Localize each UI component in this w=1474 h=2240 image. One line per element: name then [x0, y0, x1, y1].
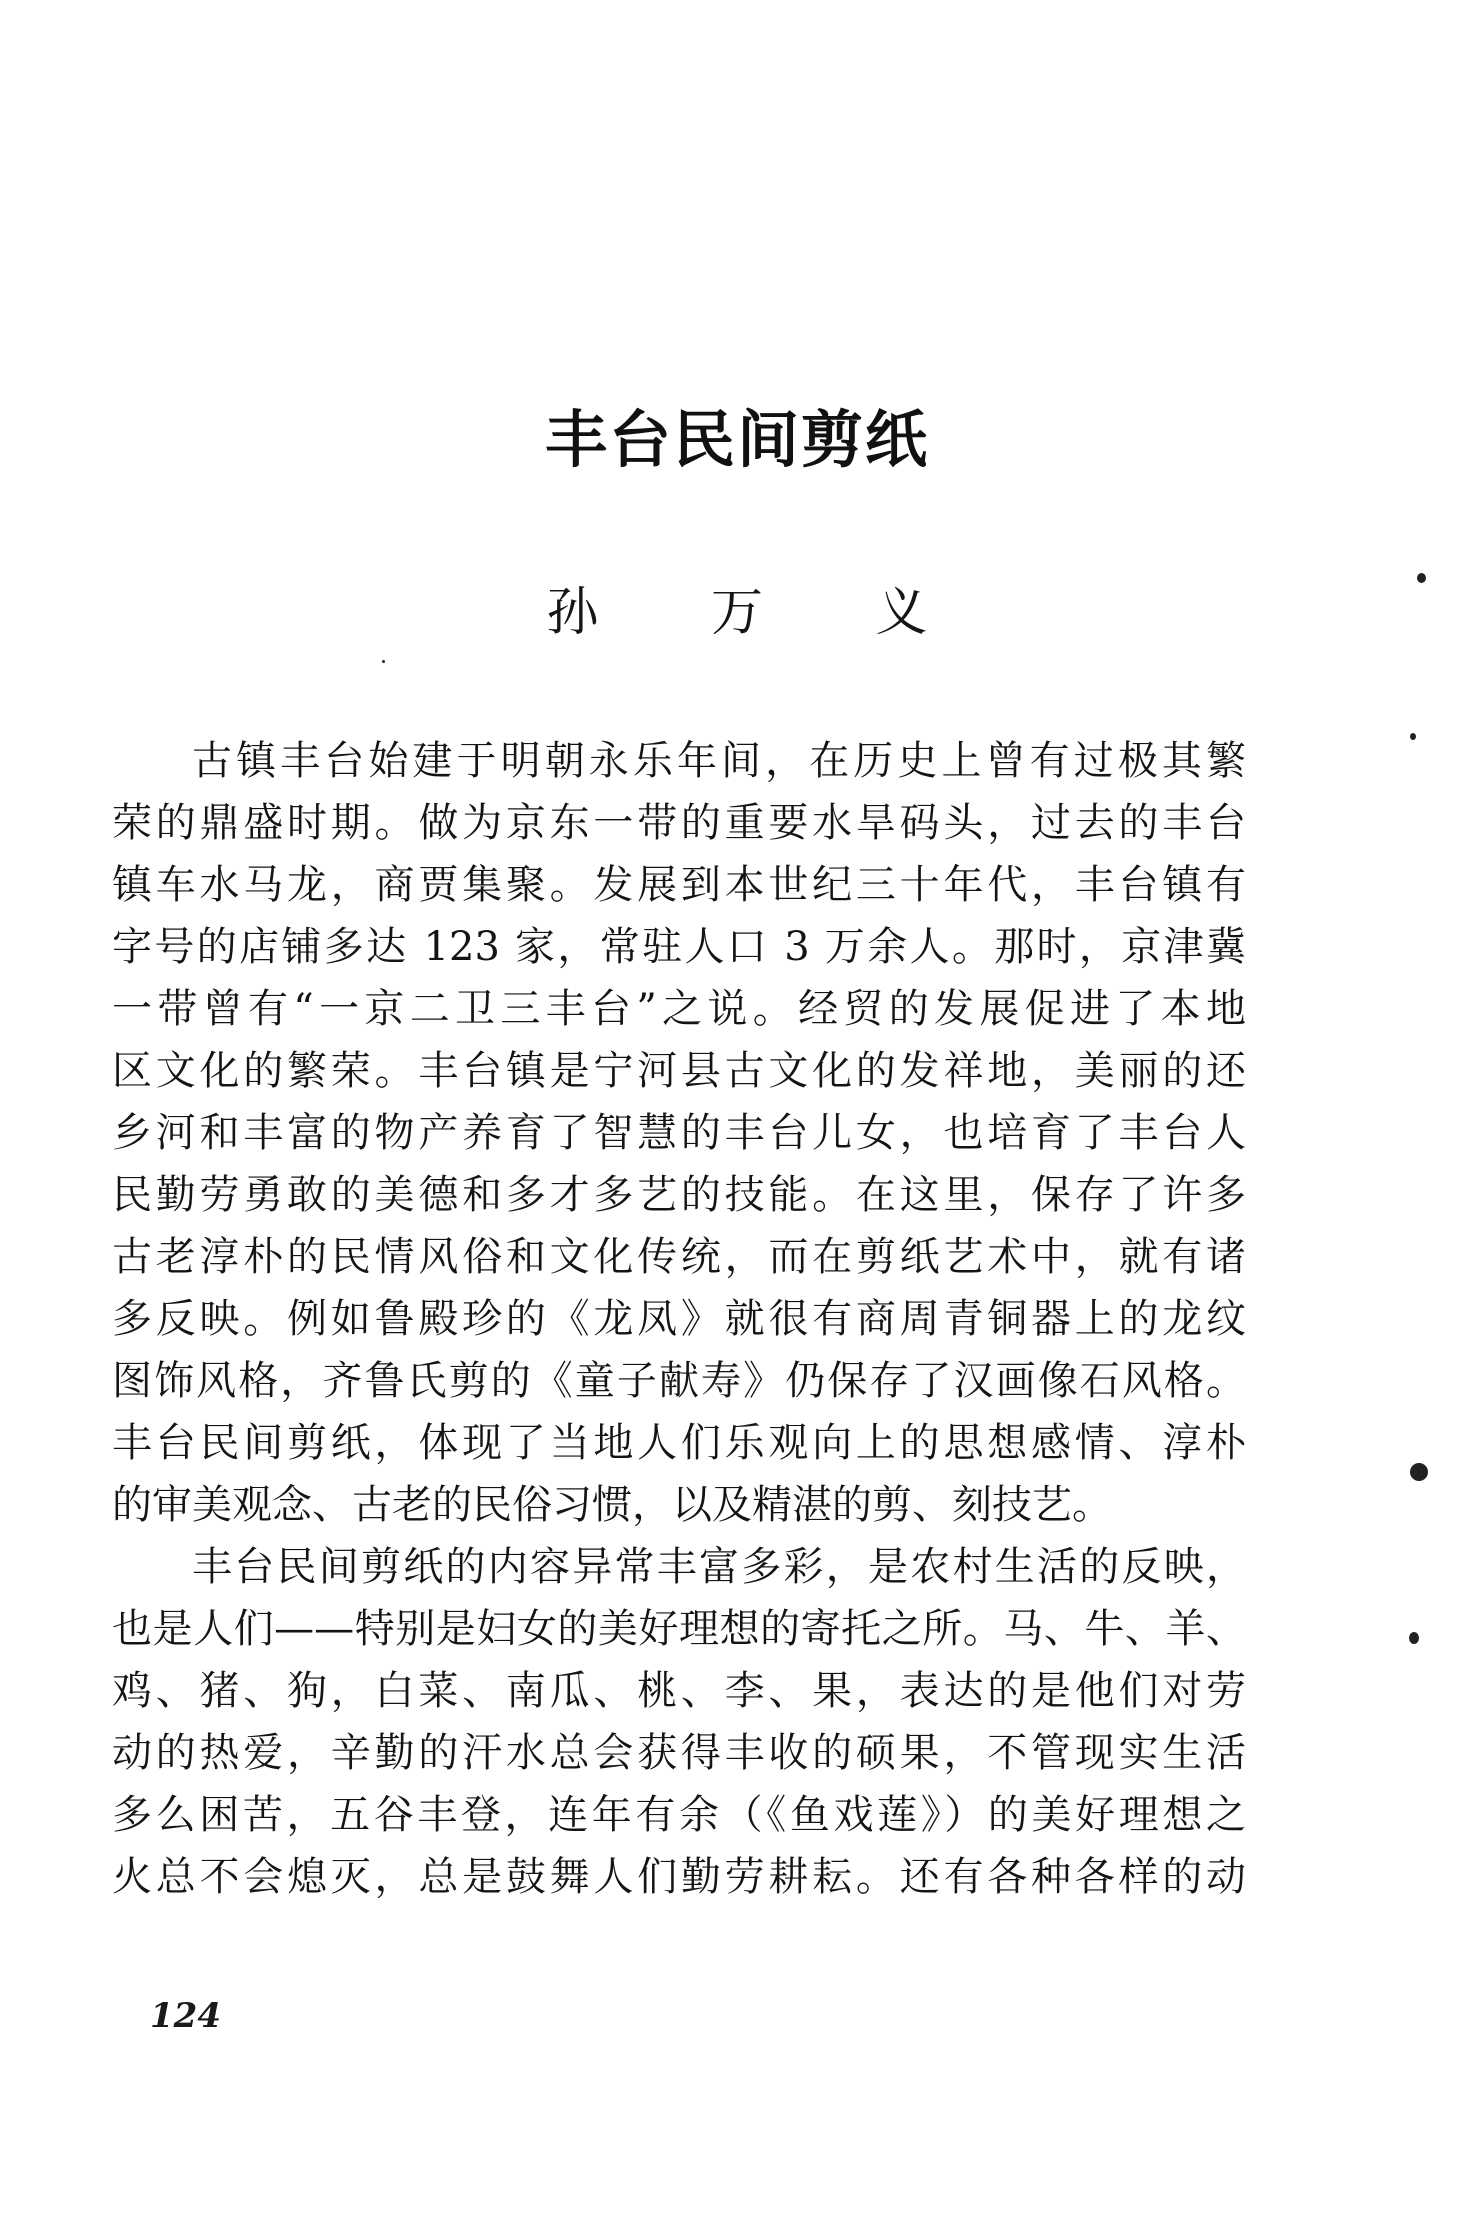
scan-speck [382, 660, 385, 663]
text-line: 的审美观念、古老的民俗习惯，以及精湛的剪、刻技艺。 [112, 1482, 1112, 1528]
text-line: 多反映。例如鲁殿珍的《龙凤》就很有商周青铜器上的龙纹 [112, 1296, 1246, 1342]
text-line: 乡河和丰富的物产养育了智慧的丰台儿女，也培育了丰台人 [112, 1110, 1246, 1156]
text-line: 多么困苦，五谷丰登，连年有余（《鱼戏莲》）的美好理想之 [112, 1792, 1246, 1838]
text-line: 区文化的繁荣。丰台镇是宁河县古文化的发祥地，美丽的还 [112, 1048, 1246, 1094]
text-line: 古镇丰台始建于明朝永乐年间，在历史上曾有过极其繁 [192, 738, 1246, 784]
text-line: 古老淳朴的民情风俗和文化传统，而在剪纸艺术中，就有诸 [112, 1234, 1246, 1280]
article-title: 丰台民间剪纸 [544, 403, 929, 476]
text-line: 也是人们——特别是妇女的美好理想的寄托之所。马、牛、羊、 [112, 1606, 1246, 1652]
text-line: 字号的店铺多达 123 家，常驻人口 3 万余人。那时，京津冀 [112, 924, 1246, 970]
text-line: 鸡、猪、狗，白菜、南瓜、桃、李、果，表达的是他们对劳 [112, 1668, 1246, 1714]
text-line: 镇车水马龙，商贾集聚。发展到本世纪三十年代，丰台镇有 [112, 862, 1246, 908]
scan-speck [1410, 1463, 1428, 1481]
text-line: 荣的鼎盛时期。做为京东一带的重要水旱码头，过去的丰台 [112, 800, 1246, 846]
author-name: 孙 万 义 [546, 583, 976, 643]
text-line: 火总不会熄灭，总是鼓舞人们勤劳耕耘。还有各种各样的动 [112, 1854, 1246, 1900]
page-number: 124 [150, 1996, 221, 2036]
text-line: 丰台民间剪纸，体现了当地人们乐观向上的思想感情、淳朴 [112, 1420, 1246, 1466]
article-body [112, 730, 1246, 1908]
scan-speck [1409, 1632, 1419, 1644]
scan-speck [1410, 733, 1416, 740]
text-line: 民勤劳勇敢的美德和多才多艺的技能。在这里，保存了许多 [112, 1172, 1246, 1218]
text-line: 图饰风格，齐鲁氏剪的《童子献寿》仍保存了汉画像石风格。 [112, 1358, 1246, 1404]
text-line: 动的热爱，辛勤的汗水总会获得丰收的硕果，不管现实生活 [112, 1730, 1246, 1776]
text-line: 一带曾有“一京二卫三丰台”之说。经贸的发展促进了本地 [112, 986, 1246, 1032]
scan-speck [1417, 573, 1426, 583]
text-line: 丰台民间剪纸的内容异常丰富多彩，是农村生活的反映， [192, 1544, 1246, 1590]
